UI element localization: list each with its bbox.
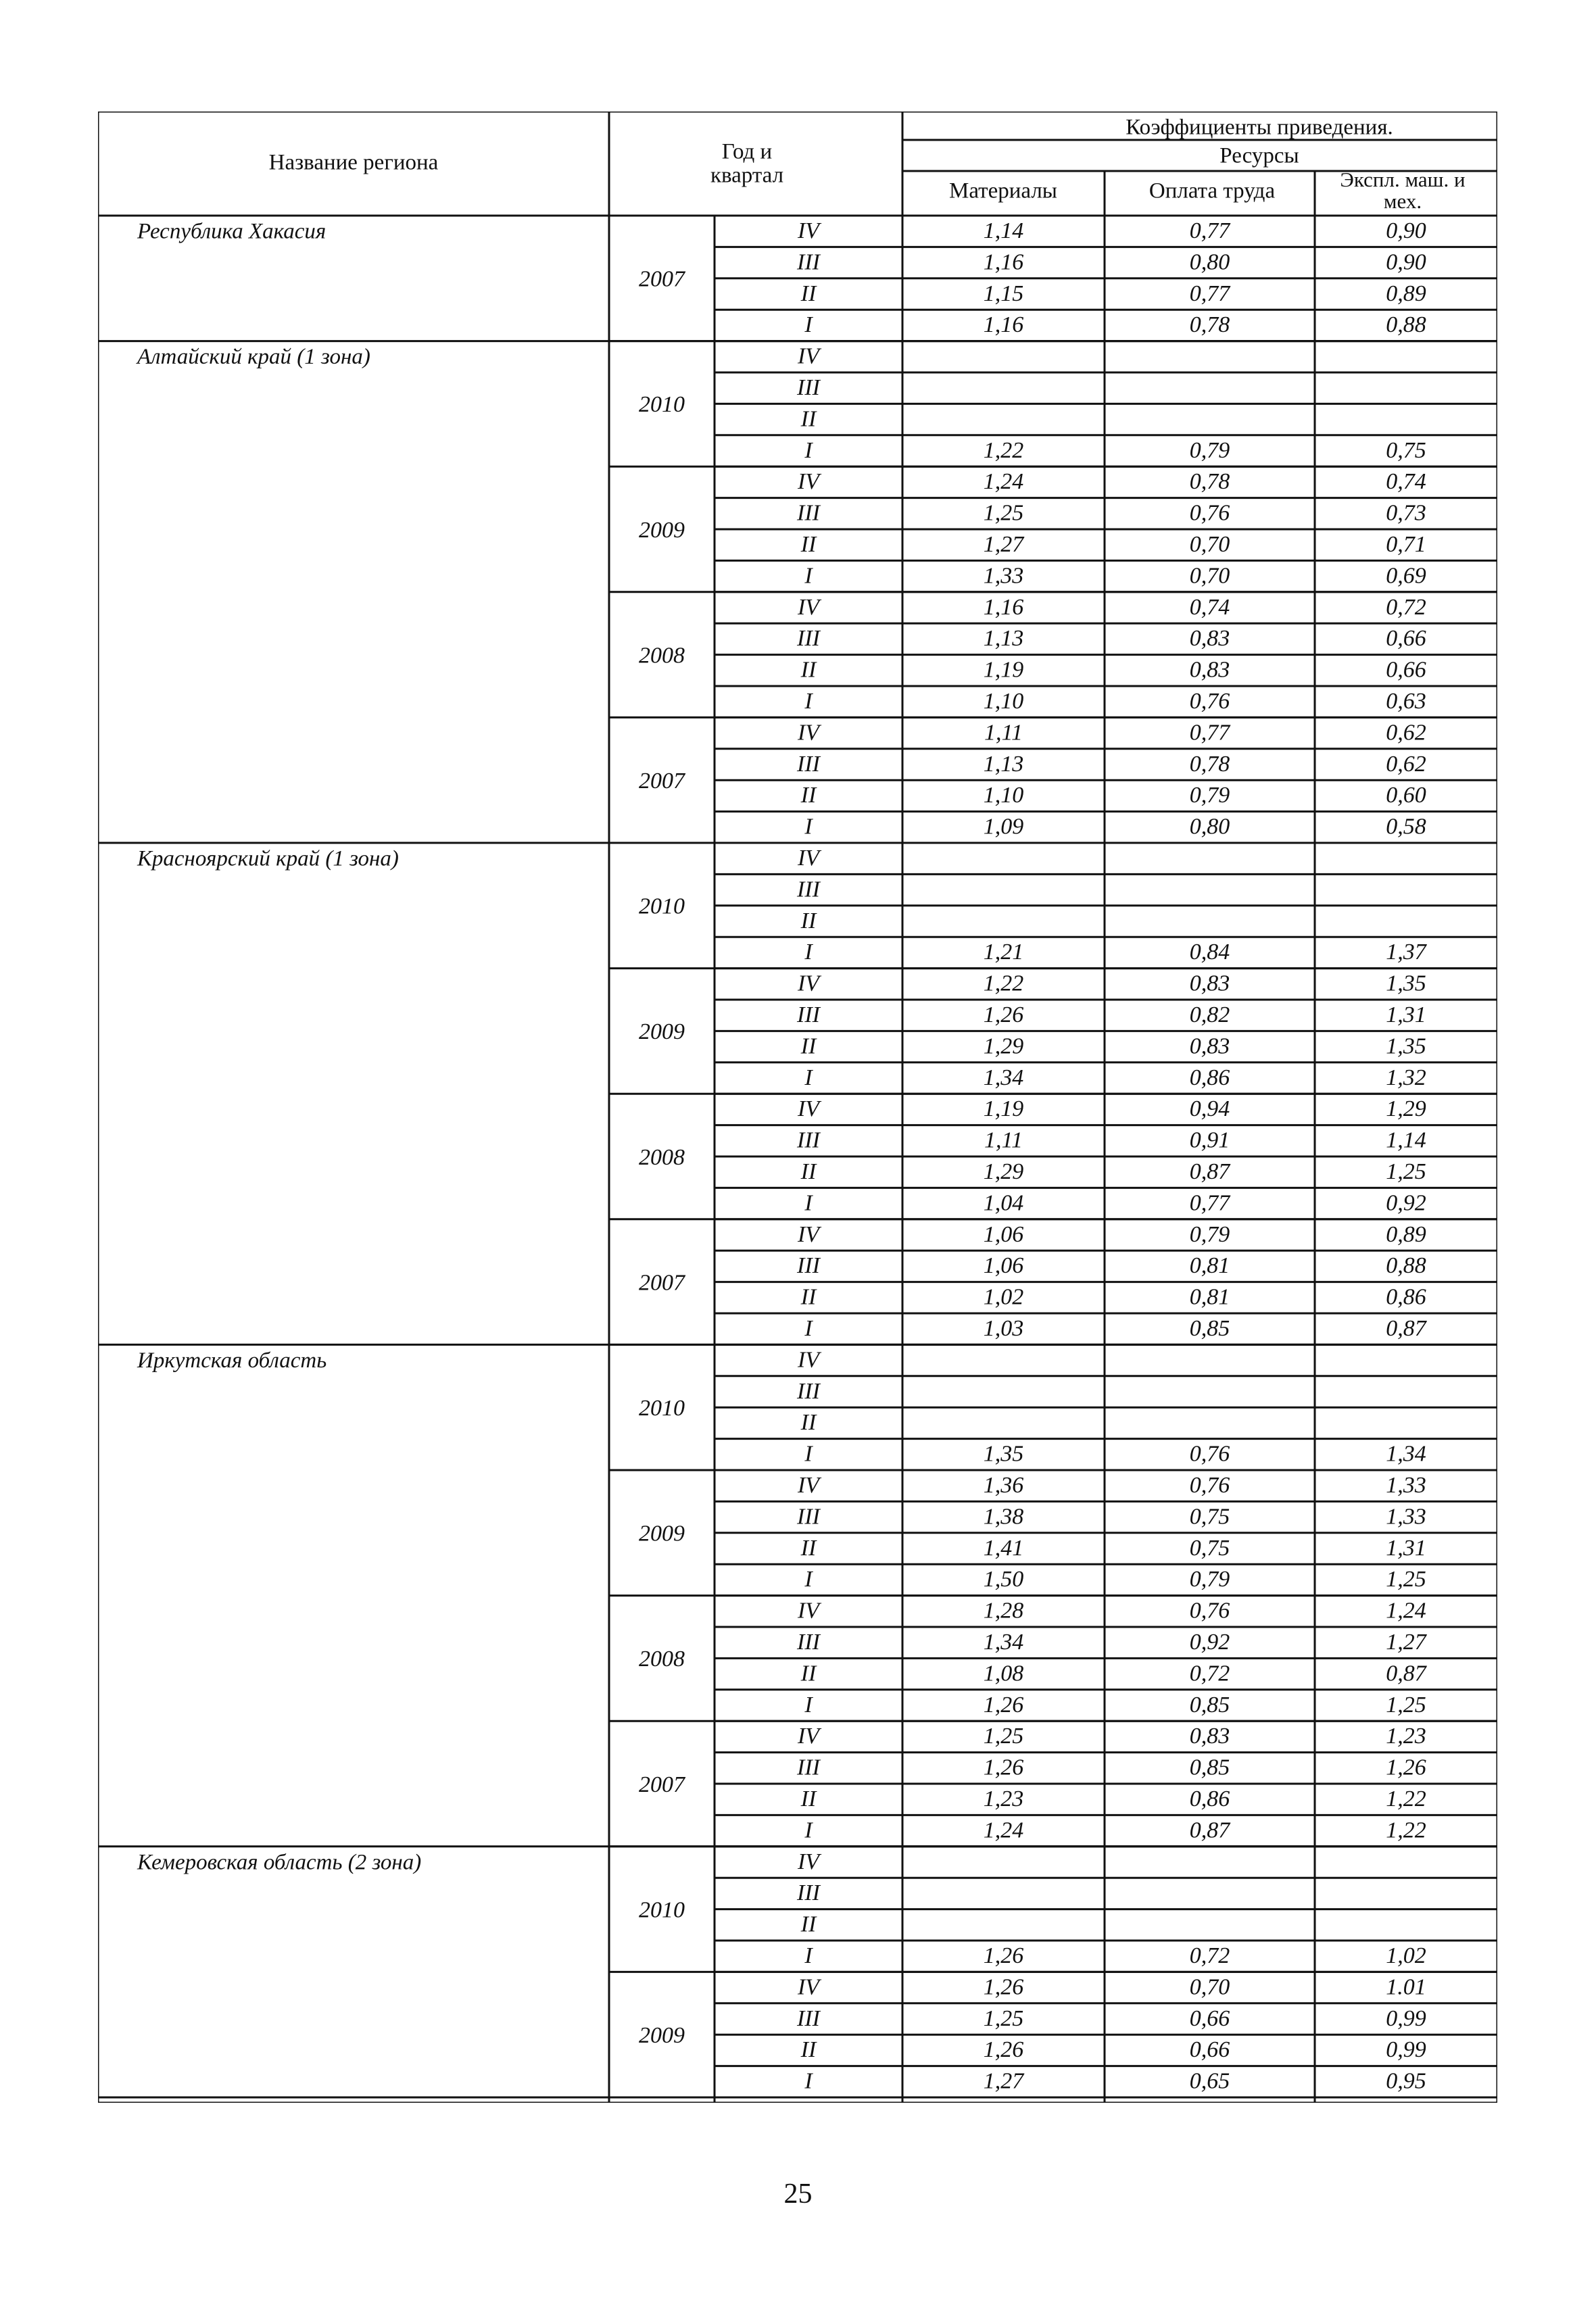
- labor-cell: 0,79: [1189, 1567, 1230, 1592]
- region-name: Кемеровская область (2 зона): [137, 1850, 422, 1875]
- materials-cell: 1,16: [983, 594, 1024, 620]
- year-cell: 2009: [639, 517, 685, 543]
- machines-cell: 1,35: [1386, 971, 1426, 996]
- machines-cell: 0,99: [1386, 2037, 1426, 2063]
- quarter-cell: II: [800, 1410, 817, 1436]
- labor-cell: 0,66: [1189, 2005, 1230, 2031]
- materials-cell: 1,13: [983, 626, 1024, 652]
- labor-cell: 0,82: [1189, 1002, 1230, 1027]
- labor-cell: 0,79: [1189, 783, 1230, 808]
- labor-cell: 0,78: [1189, 751, 1230, 777]
- machines-cell: 0,89: [1386, 1221, 1426, 1247]
- machines-cell: 1,31: [1386, 1535, 1426, 1561]
- year-cell: 2008: [639, 1144, 685, 1170]
- machines-cell: 0,92: [1386, 1190, 1426, 1216]
- quarter-cell: III: [797, 1755, 820, 1780]
- year-cell: 2007: [639, 768, 685, 794]
- machines-cell: 1,33: [1386, 1504, 1426, 1530]
- materials-cell: 1,08: [983, 1661, 1024, 1686]
- quarter-cell: I: [804, 1441, 813, 1467]
- quarter-cell: I: [804, 1190, 813, 1216]
- labor-cell: 0,75: [1189, 1504, 1230, 1530]
- machines-cell: 1,23: [1386, 1724, 1426, 1749]
- labor-cell: 0,66: [1189, 2037, 1230, 2063]
- machines-cell: 0,72: [1386, 594, 1426, 620]
- machines-cell: 1,27: [1386, 1629, 1426, 1655]
- machines-cell: 0,62: [1386, 751, 1426, 777]
- materials-cell: 1,06: [983, 1253, 1024, 1279]
- quarter-cell: I: [804, 1315, 813, 1341]
- machines-cell: 0,73: [1386, 500, 1426, 526]
- year-cell: 2008: [639, 1647, 685, 1672]
- machines-cell: 0,90: [1386, 249, 1426, 275]
- labor-cell: 0,86: [1189, 1786, 1230, 1811]
- materials-cell: 1,15: [983, 281, 1024, 306]
- labor-cell: 0,83: [1189, 971, 1230, 996]
- machines-cell: 0,74: [1386, 469, 1426, 495]
- quarter-cell: IV: [797, 594, 820, 620]
- materials-cell: 1,34: [983, 1629, 1024, 1655]
- materials-cell: 1,10: [983, 688, 1024, 714]
- machines-cell: 1,24: [1386, 1598, 1426, 1624]
- machines-cell: 1,34: [1386, 1441, 1426, 1467]
- machines-cell: 1,29: [1386, 1096, 1426, 1122]
- labor-cell: 0,70: [1189, 531, 1230, 557]
- materials-cell: 1,26: [983, 2037, 1024, 2063]
- labor-cell: 0,79: [1189, 1221, 1230, 1247]
- labor-cell: 0,83: [1189, 1033, 1230, 1059]
- quarter-cell: II: [800, 1786, 817, 1811]
- materials-cell: 1,28: [983, 1598, 1024, 1624]
- materials-cell: 1,06: [983, 1221, 1024, 1247]
- machines-cell: 1,22: [1386, 1818, 1426, 1843]
- machines-cell: 0,86: [1386, 1284, 1426, 1310]
- machines-cell: 0,62: [1386, 720, 1426, 746]
- quarter-cell: IV: [797, 1221, 820, 1247]
- quarter-cell: I: [804, 1818, 813, 1843]
- materials-cell: 1,50: [983, 1567, 1024, 1592]
- region-name: Красноярский край (1 зона): [137, 846, 399, 871]
- materials-cell: 1,26: [983, 1943, 1024, 1968]
- quarter-cell: II: [800, 908, 817, 933]
- materials-cell: 1,27: [983, 531, 1024, 557]
- quarter-cell: IV: [797, 1849, 820, 1874]
- materials-cell: 1,02: [983, 1284, 1024, 1310]
- machines-cell: 1,25: [1386, 1159, 1426, 1184]
- labor-cell: 0,83: [1189, 626, 1230, 652]
- header-machines-line1: Экспл. маш. и: [1340, 168, 1466, 192]
- labor-cell: 0,77: [1189, 218, 1230, 243]
- quarter-cell: III: [797, 1002, 820, 1027]
- materials-cell: 1,13: [983, 751, 1024, 777]
- machines-cell: 1,14: [1386, 1127, 1426, 1153]
- materials-cell: 1,27: [983, 2068, 1024, 2094]
- year-cell: 2007: [639, 1270, 685, 1296]
- header-coeff-title: Коэффициенты приведения.: [1126, 115, 1393, 140]
- machines-cell: 0,60: [1386, 783, 1426, 808]
- labor-cell: 0,72: [1189, 1943, 1230, 1968]
- labor-cell: 0,94: [1189, 1096, 1230, 1122]
- materials-cell: 1,03: [983, 1315, 1024, 1341]
- quarter-cell: IV: [797, 1598, 820, 1624]
- labor-cell: 0,92: [1189, 1629, 1230, 1655]
- header-year-line1: Год и: [721, 139, 773, 164]
- year-cell: 2010: [639, 1395, 685, 1421]
- machines-cell: 1,22: [1386, 1786, 1426, 1811]
- quarter-cell: IV: [797, 1347, 820, 1373]
- quarter-cell: IV: [797, 971, 820, 996]
- labor-cell: 0,80: [1189, 814, 1230, 839]
- quarter-cell: IV: [797, 343, 820, 369]
- quarter-cell: III: [797, 751, 820, 777]
- labor-cell: 0,85: [1189, 1315, 1230, 1341]
- machines-cell: 0,90: [1386, 218, 1426, 243]
- year-cell: 2007: [639, 266, 685, 292]
- quarter-cell: II: [800, 406, 817, 432]
- materials-cell: 1,29: [983, 1033, 1024, 1059]
- quarter-cell: III: [797, 2005, 820, 2031]
- machines-cell: 1,26: [1386, 1755, 1426, 1780]
- labor-cell: 0,76: [1189, 500, 1230, 526]
- labor-cell: 0,76: [1189, 1472, 1230, 1498]
- machines-cell: 0,88: [1386, 1253, 1426, 1279]
- quarter-cell: II: [800, 783, 817, 808]
- quarter-cell: III: [797, 249, 820, 275]
- quarter-cell: I: [804, 1065, 813, 1090]
- quarter-cell: III: [797, 626, 820, 652]
- machines-cell: 1,31: [1386, 1002, 1426, 1027]
- header-region: Название региона: [268, 150, 439, 175]
- machines-cell: 0,63: [1386, 688, 1426, 714]
- labor-cell: 0,65: [1189, 2068, 1230, 2094]
- materials-cell: 1,19: [983, 1096, 1024, 1122]
- region-name: Алтайский край (1 зона): [137, 345, 370, 370]
- quarter-cell: IV: [797, 469, 820, 495]
- machines-cell: 0,69: [1386, 563, 1426, 589]
- materials-cell: 1,16: [983, 249, 1024, 275]
- machines-cell: 1,25: [1386, 1567, 1426, 1592]
- quarter-cell: I: [804, 437, 813, 463]
- materials-cell: 1,36: [983, 1472, 1024, 1498]
- machines-cell: 0,89: [1386, 281, 1426, 306]
- materials-cell: 1,25: [983, 2005, 1024, 2031]
- machines-cell: 0,95: [1386, 2068, 1426, 2094]
- machines-cell: 0,87: [1386, 1661, 1426, 1686]
- quarter-cell: I: [804, 1692, 813, 1717]
- machines-cell: 0,88: [1386, 312, 1426, 338]
- materials-cell: 1,26: [983, 1002, 1024, 1027]
- coefficients-table: [98, 112, 1497, 2103]
- materials-cell: 1,10: [983, 783, 1024, 808]
- year-cell: 2009: [639, 1521, 685, 1546]
- year-cell: 2009: [639, 2022, 685, 2048]
- quarter-cell: III: [797, 1127, 820, 1153]
- quarter-cell: I: [804, 312, 813, 338]
- quarter-cell: IV: [797, 1724, 820, 1749]
- machines-cell: 0,66: [1386, 657, 1426, 683]
- materials-cell: 1,33: [983, 563, 1024, 589]
- year-cell: 2010: [639, 894, 685, 919]
- region-name: Иркутская область: [137, 1348, 327, 1373]
- materials-cell: 1,11: [984, 1127, 1023, 1153]
- labor-cell: 0,79: [1189, 437, 1230, 463]
- quarter-cell: II: [800, 1159, 817, 1184]
- materials-cell: 1,26: [983, 1974, 1024, 2000]
- materials-cell: 1,24: [983, 469, 1024, 495]
- machines-cell: 1,02: [1386, 1943, 1426, 1968]
- machines-cell: 1,32: [1386, 1065, 1426, 1090]
- year-cell: 2007: [639, 1772, 685, 1797]
- quarter-cell: I: [804, 2068, 813, 2094]
- machines-cell: 0,75: [1386, 437, 1426, 463]
- quarter-cell: II: [800, 1911, 817, 1937]
- labor-cell: 0,81: [1189, 1253, 1230, 1279]
- machines-cell: 0,99: [1386, 2005, 1426, 2031]
- labor-cell: 0,76: [1189, 688, 1230, 714]
- quarter-cell: IV: [797, 1096, 820, 1122]
- quarter-cell: II: [800, 1033, 817, 1059]
- materials-cell: 1,11: [984, 720, 1023, 746]
- labor-cell: 0,75: [1189, 1535, 1230, 1561]
- quarter-cell: I: [804, 940, 813, 965]
- materials-cell: 1,25: [983, 500, 1024, 526]
- year-cell: 2010: [639, 392, 685, 418]
- labor-cell: 0,80: [1189, 249, 1230, 275]
- materials-cell: 1,14: [983, 218, 1024, 243]
- quarter-cell: I: [804, 563, 813, 589]
- labor-cell: 0,85: [1189, 1692, 1230, 1717]
- labor-cell: 0,78: [1189, 469, 1230, 495]
- labor-cell: 0,78: [1189, 312, 1230, 338]
- labor-cell: 0,81: [1189, 1284, 1230, 1310]
- year-cell: 2008: [639, 643, 685, 668]
- quarter-cell: II: [800, 657, 817, 683]
- labor-cell: 0,70: [1189, 1974, 1230, 2000]
- header-materials: Материалы: [949, 178, 1057, 203]
- labor-cell: 0,87: [1189, 1159, 1230, 1184]
- labor-cell: 0,77: [1189, 720, 1230, 746]
- materials-cell: 1,35: [983, 1441, 1024, 1467]
- materials-cell: 1,22: [983, 971, 1024, 996]
- materials-cell: 1,16: [983, 312, 1024, 338]
- quarter-cell: I: [804, 1943, 813, 1968]
- labor-cell: 0,91: [1189, 1127, 1230, 1153]
- labor-cell: 0,72: [1189, 1661, 1230, 1686]
- quarter-cell: II: [800, 1661, 817, 1686]
- quarter-cell: I: [804, 688, 813, 714]
- year-cell: 2009: [639, 1019, 685, 1045]
- materials-cell: 1,41: [983, 1535, 1024, 1561]
- quarter-cell: III: [797, 1880, 820, 1906]
- labor-cell: 0,85: [1189, 1755, 1230, 1780]
- quarter-cell: II: [800, 1284, 817, 1310]
- quarter-cell: III: [797, 374, 820, 400]
- labor-cell: 0,77: [1189, 1190, 1230, 1216]
- quarter-cell: II: [800, 281, 817, 306]
- labor-cell: 0,70: [1189, 563, 1230, 589]
- machines-cell: 0,71: [1386, 531, 1426, 557]
- quarter-cell: III: [797, 1253, 820, 1279]
- quarter-cell: III: [797, 500, 820, 526]
- quarter-cell: II: [800, 2037, 817, 2063]
- header-labor: Оплата труда: [1148, 178, 1276, 203]
- machines-cell: 1,35: [1386, 1033, 1426, 1059]
- quarter-cell: IV: [797, 1974, 820, 2000]
- materials-cell: 1,34: [983, 1065, 1024, 1090]
- quarter-cell: II: [800, 1535, 817, 1561]
- quarter-cell: III: [797, 1504, 820, 1530]
- machines-cell: 1.01: [1386, 1974, 1426, 2000]
- region-name: Республика Хакасия: [137, 219, 327, 244]
- machines-cell: 1,25: [1386, 1692, 1426, 1717]
- quarter-cell: IV: [797, 720, 820, 746]
- labor-cell: 0,84: [1189, 940, 1230, 965]
- quarter-cell: IV: [797, 845, 820, 871]
- materials-cell: 1,24: [983, 1818, 1024, 1843]
- quarter-cell: I: [804, 1567, 813, 1592]
- quarter-cell: III: [797, 1378, 820, 1404]
- year-cell: 2010: [639, 1897, 685, 1923]
- machines-cell: 0,66: [1386, 626, 1426, 652]
- materials-cell: 1,29: [983, 1159, 1024, 1184]
- labor-cell: 0,87: [1189, 1818, 1230, 1843]
- materials-cell: 1,22: [983, 437, 1024, 463]
- labor-cell: 0,74: [1189, 594, 1230, 620]
- machines-cell: 0,87: [1386, 1315, 1426, 1341]
- quarter-cell: IV: [797, 1472, 820, 1498]
- labor-cell: 0,76: [1189, 1598, 1230, 1624]
- materials-cell: 1,09: [983, 814, 1024, 839]
- quarter-cell: III: [797, 877, 820, 902]
- materials-cell: 1,26: [983, 1692, 1024, 1717]
- labor-cell: 0,83: [1189, 1724, 1230, 1749]
- materials-cell: 1,23: [983, 1786, 1024, 1811]
- labor-cell: 0,86: [1189, 1065, 1230, 1090]
- materials-cell: 1,26: [983, 1755, 1024, 1780]
- materials-cell: 1,25: [983, 1724, 1024, 1749]
- quarter-cell: I: [804, 814, 813, 839]
- materials-cell: 1,38: [983, 1504, 1024, 1530]
- header-resources: Ресурсы: [1219, 143, 1299, 168]
- machines-cell: 1,37: [1386, 940, 1426, 965]
- labor-cell: 0,83: [1189, 657, 1230, 683]
- materials-cell: 1,19: [983, 657, 1024, 683]
- machines-cell: 1,33: [1386, 1472, 1426, 1498]
- materials-cell: 1,04: [983, 1190, 1024, 1216]
- quarter-cell: IV: [797, 218, 820, 243]
- materials-cell: 1,21: [983, 940, 1024, 965]
- quarter-cell: II: [800, 531, 817, 557]
- labor-cell: 0,77: [1189, 281, 1230, 306]
- header-machines-line2: мех.: [1383, 189, 1422, 214]
- quarter-cell: III: [797, 1629, 820, 1655]
- labor-cell: 0,76: [1189, 1441, 1230, 1467]
- machines-cell: 0,58: [1386, 814, 1426, 839]
- header-year-line2: квартал: [710, 163, 784, 188]
- page-number: 25: [783, 2178, 813, 2210]
